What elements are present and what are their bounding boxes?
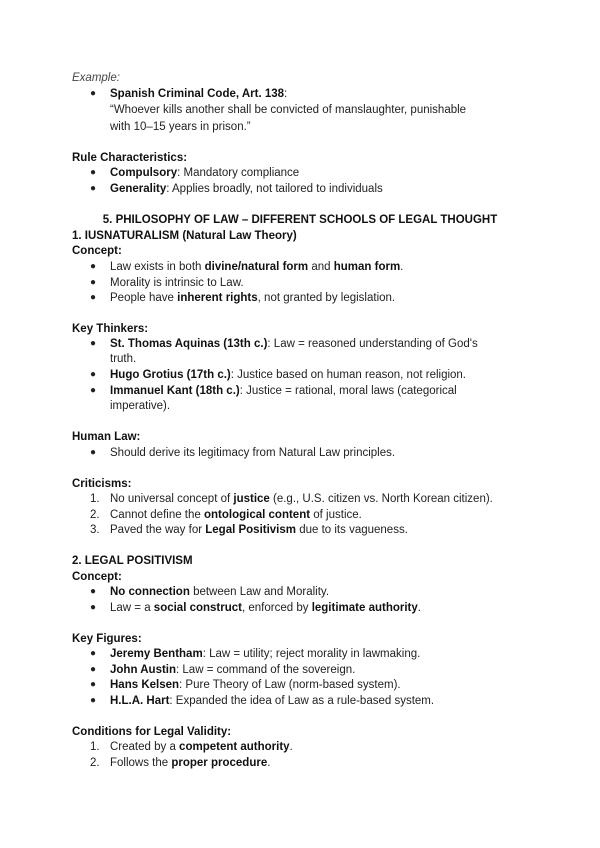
example-quote-line-1: “Whoever kills another shall be convicted of manslaughter, punishable: [110, 104, 467, 116]
item-text: Law exists in both: [110, 261, 205, 273]
item-continuation: imperative).: [110, 400, 171, 412]
list-item: [90, 367, 467, 383]
item-text: Paved the way for: [110, 524, 206, 536]
item-number: 1.: [90, 493, 100, 505]
numbered-item: [90, 507, 362, 523]
item-text: No universal concept of: [110, 493, 234, 505]
key-figures-heading: Key Figures:: [72, 633, 142, 645]
item-text: , enforced by: [242, 602, 312, 614]
item-text: .: [400, 261, 404, 273]
bullet-icon: ●: [90, 664, 97, 675]
bullet-icon: ●: [90, 648, 97, 659]
item-text: due to its vagueness.: [296, 524, 408, 536]
criticisms-heading: Criticisms:: [72, 478, 132, 490]
example-title: Spanish Criminal Code, Art. 138: [110, 88, 285, 100]
item-term: Compulsory: [110, 167, 178, 179]
item-term: Hans Kelsen: [110, 679, 180, 691]
bullet-icon: ●: [90, 447, 97, 458]
item-text: and: [308, 261, 334, 273]
item-bold: proper procedure: [171, 757, 268, 769]
item-term: Immanuel Kant (18th c.): [110, 385, 240, 397]
list-item: [90, 181, 383, 197]
numbered-item: [90, 755, 271, 771]
item-text: : Pure Theory of Law (norm-based system).: [179, 679, 401, 691]
list-item: [90, 693, 435, 709]
bullet-icon: ●: [90, 183, 97, 194]
item-bold: ontological content: [204, 509, 311, 521]
list-item: [90, 165, 300, 181]
item-text: Follows the: [110, 757, 172, 769]
bullet-icon: ●: [90, 369, 97, 380]
concept-label: Concept:: [72, 245, 122, 257]
item-bold: justice: [233, 493, 270, 505]
bullet-icon: ●: [90, 88, 97, 99]
item-bold: divine/natural form: [204, 261, 309, 273]
item-bold: legitimate authority: [311, 602, 418, 614]
item-text: : Law = reasoned understanding of God's: [267, 338, 478, 350]
item-text: : Justice = rational, moral laws (categorical: [239, 385, 457, 397]
item-term: Jeremy Bentham: [110, 648, 203, 660]
bullet-icon: ●: [90, 695, 97, 706]
item-text: Law = a: [110, 602, 154, 614]
item-bold: competent authority: [179, 741, 290, 753]
list-item: [90, 677, 401, 693]
bullet-icon: ●: [90, 586, 97, 597]
item-text: (e.g., U.S. citizen vs. North Korean citizen).: [269, 493, 493, 505]
item-term: Generality: [110, 183, 167, 195]
item-text: between Law and Morality.: [189, 586, 330, 598]
item-text: : Law = utility; reject morality in lawmaking.: [202, 648, 421, 660]
item-text: : Mandatory compliance: [177, 167, 300, 179]
list-item: [90, 600, 421, 616]
legal-positivism-heading: 2. LEGAL POSITIVISM: [72, 555, 193, 567]
bullet-icon: ●: [90, 338, 97, 349]
item-text: : Law = command of the sovereign.: [176, 664, 356, 676]
example-label: Example:: [72, 72, 120, 84]
item-bold: inherent rights: [177, 292, 258, 304]
numbered-item: [90, 739, 293, 755]
human-law-heading: Human Law:: [72, 431, 141, 443]
item-term: John Austin: [110, 664, 177, 676]
item-number: 1.: [90, 741, 100, 753]
item-text: : Expanded the idea of Law as a rule-based system.: [169, 695, 435, 707]
bullet-icon: ●: [90, 385, 97, 396]
item-bold: social construct: [153, 602, 242, 614]
item-number: 2.: [90, 509, 100, 521]
item-term: H.L.A. Hart: [110, 695, 170, 707]
item-bold: human form: [333, 261, 401, 273]
rule-characteristics-heading: Rule Characteristics:: [72, 152, 188, 164]
item-text: : Justice based on human reason, not religion.: [230, 369, 467, 381]
item-term: St. Thomas Aquinas (13th c.): [110, 338, 268, 350]
item-term: Hugo Grotius (17th c.): [110, 369, 231, 381]
validity-heading: Conditions for Legal Validity:: [72, 726, 232, 738]
item-text: Cannot define the: [110, 509, 204, 521]
iusnaturalism-heading: 1. IUSNATURALISM (Natural Law Theory): [72, 230, 297, 242]
list-item: [90, 290, 396, 306]
item-text: People have: [110, 292, 178, 304]
section5-title: 5. PHILOSOPHY OF LAW – DIFFERENT SCHOOLS OF LEGAL THOUGHT: [102, 214, 498, 226]
concept-label: Concept:: [72, 571, 122, 583]
bullet-icon: ●: [90, 292, 97, 303]
list-item: [90, 662, 356, 678]
bullet-icon: ●: [90, 261, 97, 272]
item-text: : Applies broadly, not tailored to individuals: [166, 183, 383, 195]
item-text: of justice.: [310, 509, 362, 521]
key-thinkers-heading: Key Thinkers:: [72, 323, 149, 335]
bullet-icon: ●: [90, 167, 97, 178]
bullet-icon: ●: [90, 679, 97, 690]
item-continuation: truth.: [110, 353, 137, 365]
item-text: , not granted by legislation.: [257, 292, 396, 304]
numbered-item: [90, 522, 408, 538]
list-item: [90, 275, 244, 291]
item-text: .: [417, 602, 421, 614]
list-item: [90, 584, 330, 600]
item-text: .: [289, 741, 293, 753]
item-text: Should derive its legitimacy from Natural Law principles.: [110, 447, 396, 459]
list-item: [90, 336, 478, 352]
list-item: [90, 445, 396, 461]
list-item: [90, 383, 457, 399]
bullet-icon: ●: [90, 277, 97, 288]
item-text: Morality is intrinsic to Law.: [110, 277, 244, 289]
list-item: [90, 646, 421, 662]
list-item: [90, 259, 404, 275]
example-quote-line-2: with 10–15 years in prison.”: [110, 121, 251, 133]
item-text: .: [267, 757, 271, 769]
numbered-item: [90, 491, 493, 507]
item-text: Created by a: [110, 741, 180, 753]
bullet-icon: ●: [90, 602, 97, 613]
item-number: 2.: [90, 757, 100, 769]
list-item: ● Spanish Criminal Code, Art. 138:: [90, 88, 288, 100]
item-bold: Legal Positivism: [205, 524, 297, 536]
item-bold: No connection: [110, 586, 190, 598]
item-number: 3.: [90, 524, 100, 536]
